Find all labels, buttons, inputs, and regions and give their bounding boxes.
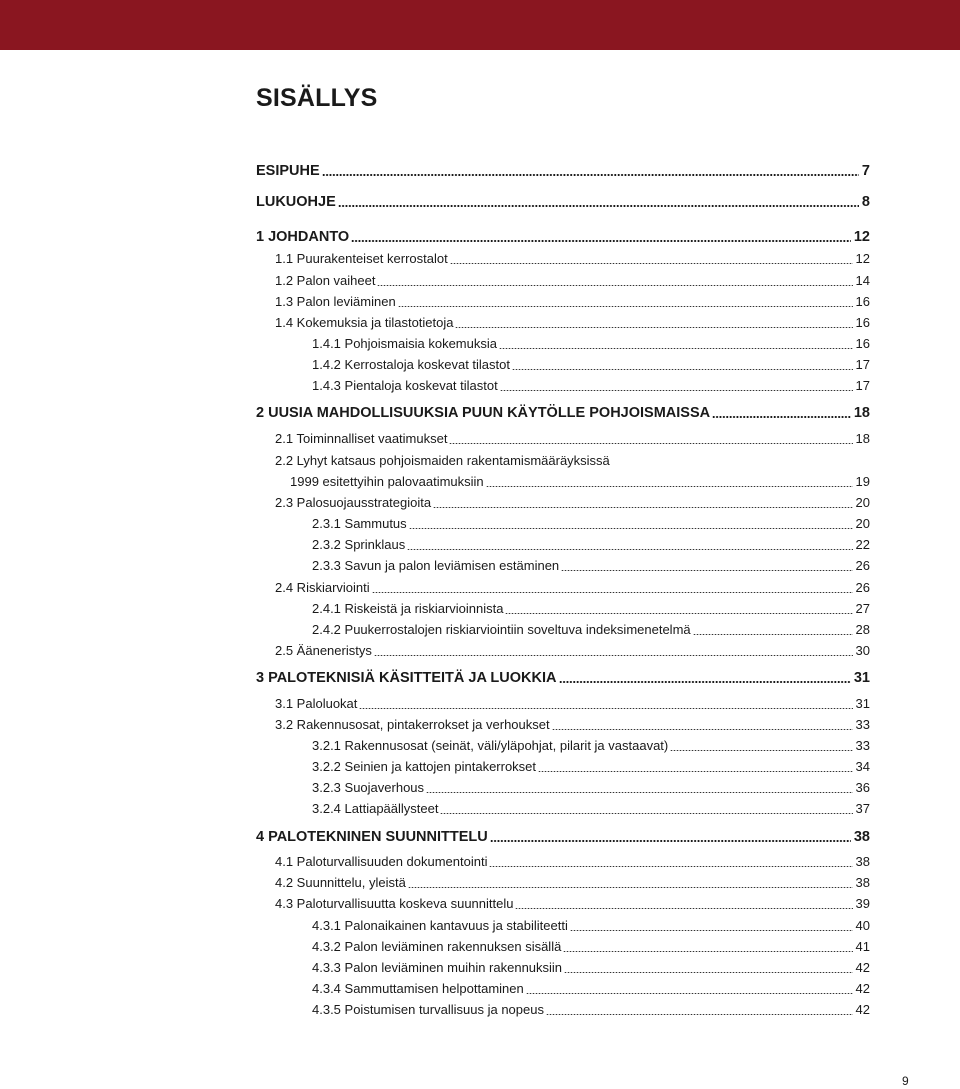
toc-entry-label: 2.4.1 Riskeistä ja riskiarvioinnista — [312, 601, 504, 616]
toc-entry[interactable] — [290, 473, 870, 491]
toc-entry-page: 26 — [855, 580, 870, 595]
dot-leader — [564, 972, 852, 973]
toc-entry[interactable] — [275, 430, 870, 448]
toc-entry-page: 12 — [853, 229, 870, 245]
toc-entry-label: 1.4 Kokemuksia ja tilastotietoja — [275, 315, 454, 330]
dot-leader — [433, 507, 852, 508]
toc-entry-page: 27 — [855, 601, 870, 616]
dot-leader — [322, 174, 859, 176]
toc-entry[interactable] — [275, 853, 870, 871]
toc-entry-page: 41 — [855, 939, 870, 954]
toc-entry-page: 16 — [855, 315, 870, 330]
dot-leader — [407, 549, 852, 550]
toc-entry-label: 4.3.4 Sammuttamisen helpottaminen — [312, 981, 524, 996]
toc-entry-page: 33 — [855, 717, 870, 732]
dot-leader — [338, 205, 859, 207]
toc-entry-label: 3.2.1 Rakennusosat (seinät, väli/yläpohjat, pilarit ja vastaavat) — [312, 738, 669, 753]
toc-entry[interactable] — [312, 621, 870, 639]
toc-entry-page: 40 — [855, 918, 870, 933]
dot-leader — [489, 866, 852, 867]
toc-entry-label: 4.3 Paloturvallisuutta koskeva suunnittelu — [275, 896, 514, 911]
toc-entry-label: 2.3.3 Savun ja palon leviämisen estäminen — [312, 558, 560, 573]
dot-leader — [440, 813, 852, 814]
dot-leader — [374, 655, 853, 656]
toc-entry[interactable] — [256, 404, 870, 422]
toc-entry-label: 3.2.2 Seinien ja kattojen pintakerrokset — [312, 759, 537, 774]
toc-entry[interactable] — [256, 828, 870, 846]
toc-entry[interactable] — [256, 162, 870, 180]
toc-entry-page: 26 — [855, 558, 870, 573]
toc-entry-page: 18 — [855, 431, 870, 446]
dot-leader — [570, 930, 853, 931]
toc-entry-label: 3 PALOTEKNISIÄ KÄSITTEITÄ JA LUOKKIA — [256, 670, 557, 686]
dot-leader — [409, 528, 853, 529]
toc-entry-page: 34 — [855, 759, 870, 774]
toc-entry-label: 1.4.3 Pientaloja koskevat tilastot — [312, 378, 498, 393]
toc-entry-page: 38 — [853, 829, 870, 845]
toc-entry-label: 4.1 Paloturvallisuuden dokumentointi — [275, 854, 488, 869]
toc-entry-label: 4.3.5 Poistumisen turvallisuus ja nopeus — [312, 1002, 544, 1017]
dot-leader — [408, 887, 853, 888]
toc-entry-label: 1.4.1 Pohjoismaisia kokemuksia — [312, 336, 497, 351]
toc-entry-page: 42 — [855, 960, 870, 975]
toc-entry[interactable] — [312, 938, 870, 956]
dot-leader — [359, 708, 852, 709]
toc-entry-page: 20 — [855, 495, 870, 510]
toc-entry-label: 3.2 Rakennusosat, pintakerrokset ja verhoukset — [275, 717, 550, 732]
dot-leader — [552, 729, 853, 730]
toc-entry-page: 14 — [855, 273, 870, 288]
toc-entry[interactable] — [275, 452, 610, 470]
toc-entry-label: 2.4.2 Puukerrostalojen riskiarviointiin soveltuva indeksimenetelmä — [312, 622, 691, 637]
toc-entry[interactable] — [275, 874, 870, 892]
toc-entry[interactable] — [256, 669, 870, 687]
toc-entry-page: 39 — [855, 896, 870, 911]
dot-leader — [515, 908, 852, 909]
toc-entry-label: 1.4.2 Kerrostaloja koskevat tilastot — [312, 357, 510, 372]
toc-entry-label: 4.3.3 Palon leviäminen muihin rakennuksiin — [312, 960, 563, 975]
toc-entry[interactable] — [312, 959, 870, 977]
toc-entry-page: 38 — [855, 854, 870, 869]
toc-entry-label: 2.2 Lyhyt katsaus pohjoismaiden rakentamismääräyksissä — [275, 453, 610, 468]
toc-entry-label: 3.2.4 Lattiapäällysteet — [312, 801, 439, 816]
toc-entry-label: 2.4 Riskiarviointi — [275, 580, 370, 595]
toc-entry-page: 16 — [855, 294, 870, 309]
toc-entry-label: LUKUOHJE — [256, 194, 336, 210]
toc-entry-label: 4.3.1 Palonaikainen kantavuus ja stabiliteetti — [312, 918, 568, 933]
toc-entry-page: 17 — [855, 357, 870, 372]
dot-leader — [546, 1014, 853, 1015]
toc-entry-page: 18 — [853, 405, 870, 421]
toc-entry-page: 19 — [855, 474, 870, 489]
toc-entry-page: 42 — [855, 981, 870, 996]
dot-leader — [449, 443, 852, 444]
toc-entry[interactable] — [275, 895, 870, 913]
toc-entry-page: 22 — [855, 537, 870, 552]
toc-entry[interactable] — [312, 1001, 870, 1019]
dot-leader — [486, 486, 853, 487]
toc-entry-page: 28 — [855, 622, 870, 637]
toc-entry[interactable] — [256, 193, 870, 211]
toc-entry[interactable] — [312, 737, 870, 755]
toc-entry[interactable] — [312, 356, 870, 374]
toc-entry-label: 4.2 Suunnittelu, yleistä — [275, 875, 406, 890]
toc-entry-label: 1.3 Palon leviäminen — [275, 294, 396, 309]
page-title: SISÄLLYS — [256, 84, 378, 112]
dot-leader — [561, 570, 852, 571]
dot-leader — [398, 306, 853, 307]
toc-entry-page: 20 — [855, 516, 870, 531]
toc-entry-page: 12 — [855, 251, 870, 266]
toc-entry-label: ESIPUHE — [256, 163, 320, 179]
toc-entry[interactable] — [312, 515, 870, 533]
toc-entry-label: 1.1 Puurakenteiset kerrostalot — [275, 251, 448, 266]
toc-entry-label: 2.1 Toiminnalliset vaatimukset — [275, 431, 448, 446]
toc-entry-page: 37 — [855, 801, 870, 816]
dot-leader — [505, 613, 852, 614]
toc-entry[interactable] — [275, 642, 870, 660]
toc-entry-page: 17 — [855, 378, 870, 393]
toc-entry[interactable] — [312, 335, 870, 353]
toc-entry[interactable] — [275, 250, 870, 268]
toc-entry-label: 1999 esitettyihin palovaatimuksiin — [290, 474, 484, 489]
toc-entry[interactable] — [312, 800, 870, 818]
toc-entry[interactable] — [275, 314, 870, 332]
toc-entry[interactable] — [275, 695, 870, 713]
toc-entry[interactable] — [312, 758, 870, 776]
toc-entry-page: 33 — [855, 738, 870, 753]
toc-entry-label: 2.5 Ääneneristys — [275, 643, 372, 658]
dot-leader — [351, 240, 851, 242]
toc-entry-label: 2.3.2 Sprinklaus — [312, 537, 406, 552]
toc-entry-page: 8 — [861, 194, 870, 210]
dot-leader — [712, 416, 851, 418]
toc-entry-label: 3.2.3 Suojaverhous — [312, 780, 425, 795]
dot-leader — [538, 771, 853, 772]
toc-entry-label: 1 JOHDANTO — [256, 229, 350, 245]
dot-leader — [499, 348, 853, 349]
toc-entry-page: 31 — [855, 696, 870, 711]
dot-leader — [670, 750, 852, 751]
dot-leader — [490, 840, 851, 842]
toc-entry-page: 30 — [855, 643, 870, 658]
toc-entry-page: 16 — [855, 336, 870, 351]
page-number: 9 — [902, 1074, 909, 1088]
dot-leader — [450, 263, 853, 264]
toc-entry[interactable] — [312, 377, 870, 395]
toc-entry-page: 36 — [855, 780, 870, 795]
toc-entry-label: 4.3.2 Palon leviäminen rakennuksen sisällä — [312, 939, 562, 954]
toc-entry-label: 3.1 Paloluokat — [275, 696, 358, 711]
toc-entry[interactable] — [312, 536, 870, 554]
toc-entry[interactable] — [312, 980, 870, 998]
dot-leader — [512, 369, 853, 370]
dot-leader — [559, 681, 851, 683]
toc-entry-label: 2.3 Palosuojausstrategioita — [275, 495, 432, 510]
toc-entry-page: 42 — [855, 1002, 870, 1017]
toc-entry-label: 1.2 Palon vaiheet — [275, 273, 376, 288]
dot-leader — [426, 792, 853, 793]
toc-entry[interactable] — [256, 228, 870, 246]
dot-leader — [563, 951, 852, 952]
toc-entry[interactable] — [275, 293, 870, 311]
toc-entry-page: 38 — [855, 875, 870, 890]
toc-entry-label: 2 UUSIA MAHDOLLISUUKSIA PUUN KÄYTÖLLE POHJOISMAISSA — [256, 405, 711, 421]
toc-entry[interactable] — [275, 494, 870, 512]
toc-entry[interactable] — [312, 600, 870, 618]
toc-entry[interactable] — [312, 917, 870, 935]
dot-leader — [526, 993, 853, 994]
dot-leader — [377, 285, 852, 286]
dot-leader — [693, 634, 853, 635]
toc-entry[interactable] — [275, 579, 870, 597]
toc-entry-label: 4 PALOTEKNINEN SUUNNITTELU — [256, 829, 488, 845]
toc-entry-page: 31 — [853, 670, 870, 686]
toc-entry-page: 7 — [861, 163, 870, 179]
toc-entry-label: 2.3.1 Sammutus — [312, 516, 407, 531]
toc-entry[interactable] — [312, 779, 870, 797]
dot-leader — [372, 592, 853, 593]
dot-leader — [500, 390, 853, 391]
toc-entry[interactable] — [275, 716, 870, 734]
toc-entry[interactable] — [275, 272, 870, 290]
toc-entry[interactable] — [312, 557, 870, 575]
dot-leader — [455, 327, 852, 328]
